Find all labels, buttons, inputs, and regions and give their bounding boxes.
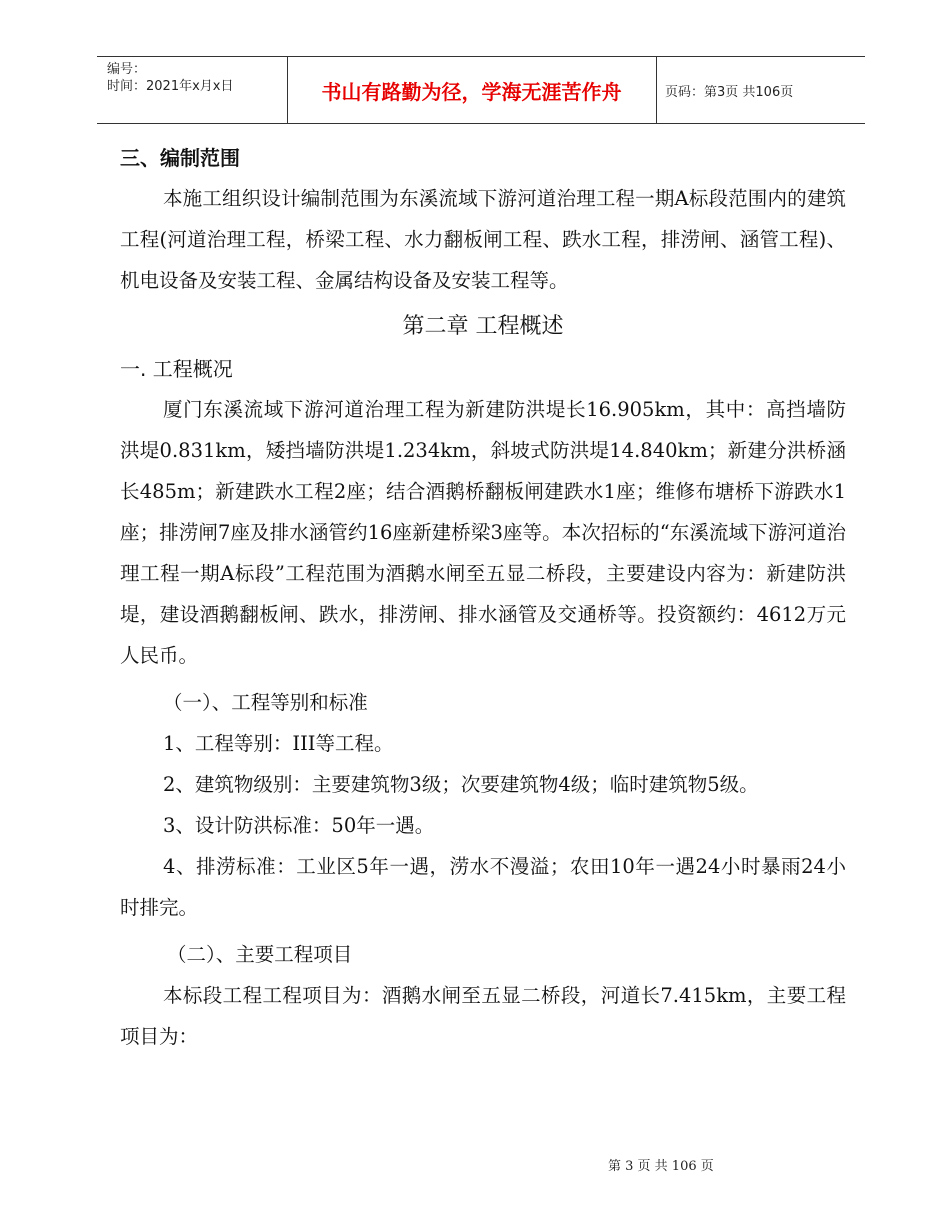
page-header — [97, 56, 865, 124]
overview-heading: 一. 工程概况 — [120, 357, 233, 381]
document-body — [120, 138, 846, 1057]
page-footer: 第 3 页 共 106 页 — [608, 1159, 714, 1174]
scope-paragraph: 本施工组织设计编制范围为东溪流域下游河道治理工程一期A标段范围内的建筑工程(河道治理工程，桥梁工程、水力翻板闸工程、跌水工程，排涝闸、涵管工程)、机电设备及安装工程、金属结构设备及安装工程等。 — [120, 187, 846, 292]
projects-paragraph: 本标段工程工程项目为：酒鹅水闸至五显二桥段，河道长7.415km，主要工程项目为： — [120, 984, 846, 1048]
header-page-info: 页码：第3页 共106页 — [665, 84, 794, 100]
list-item: 2、建筑物级别：主要建筑物3级；次要建筑物4级；临时建筑物5级。 — [163, 773, 759, 796]
chapter-title: 第二章 工程概述 — [402, 314, 564, 339]
header-meta — [107, 61, 233, 95]
serial-label: 编号： — [107, 62, 147, 77]
list-item: 1、工程等别：III等工程。 — [163, 732, 394, 755]
list-item: 3、设计防洪标准：50年一遇。 — [163, 814, 435, 837]
header-divider — [656, 57, 657, 123]
subsection-heading: （二）、主要工程项目 — [167, 943, 353, 966]
overview-paragraph: 厦门东溪流域下游河道治理工程为新建防洪堤长16.905km，其中：高挡墙防洪堤0.831km，矮挡墙防洪堤1.234km，斜坡式防洪堤14.840km；新建分洪桥涵长485m；新建跌水工程2座；结合酒鹅桥翻板闸建跌水1座；维修布塘桥下游跌水1座；排涝闸7座及排水涵管约16座新建桥梁3座等。本次招标的“东溪流域下游河道治理工程一期A标段”工程范围为酒鹅水闸至五显二桥段，主要建设内容为：新建防洪堤，建设酒鹅翻板闸、跌水，排涝闸、排水涵管及交通桥等。投资额约：4612万元人民币。 — [120, 398, 846, 667]
header-motto: 书山有路勤为径，学海无涯苦作舟 — [321, 79, 622, 104]
list-item: 4、排涝标准：工业区5年一遇，涝水不漫溢；农田10年一遇24小时暴雨24小时排完。 — [120, 855, 846, 919]
subsection-heading: （一）、工程等别和标准 — [163, 691, 368, 714]
date-label: 时间：2021年x月x日 — [107, 79, 234, 94]
section-heading: 三、编制范围 — [120, 146, 240, 170]
